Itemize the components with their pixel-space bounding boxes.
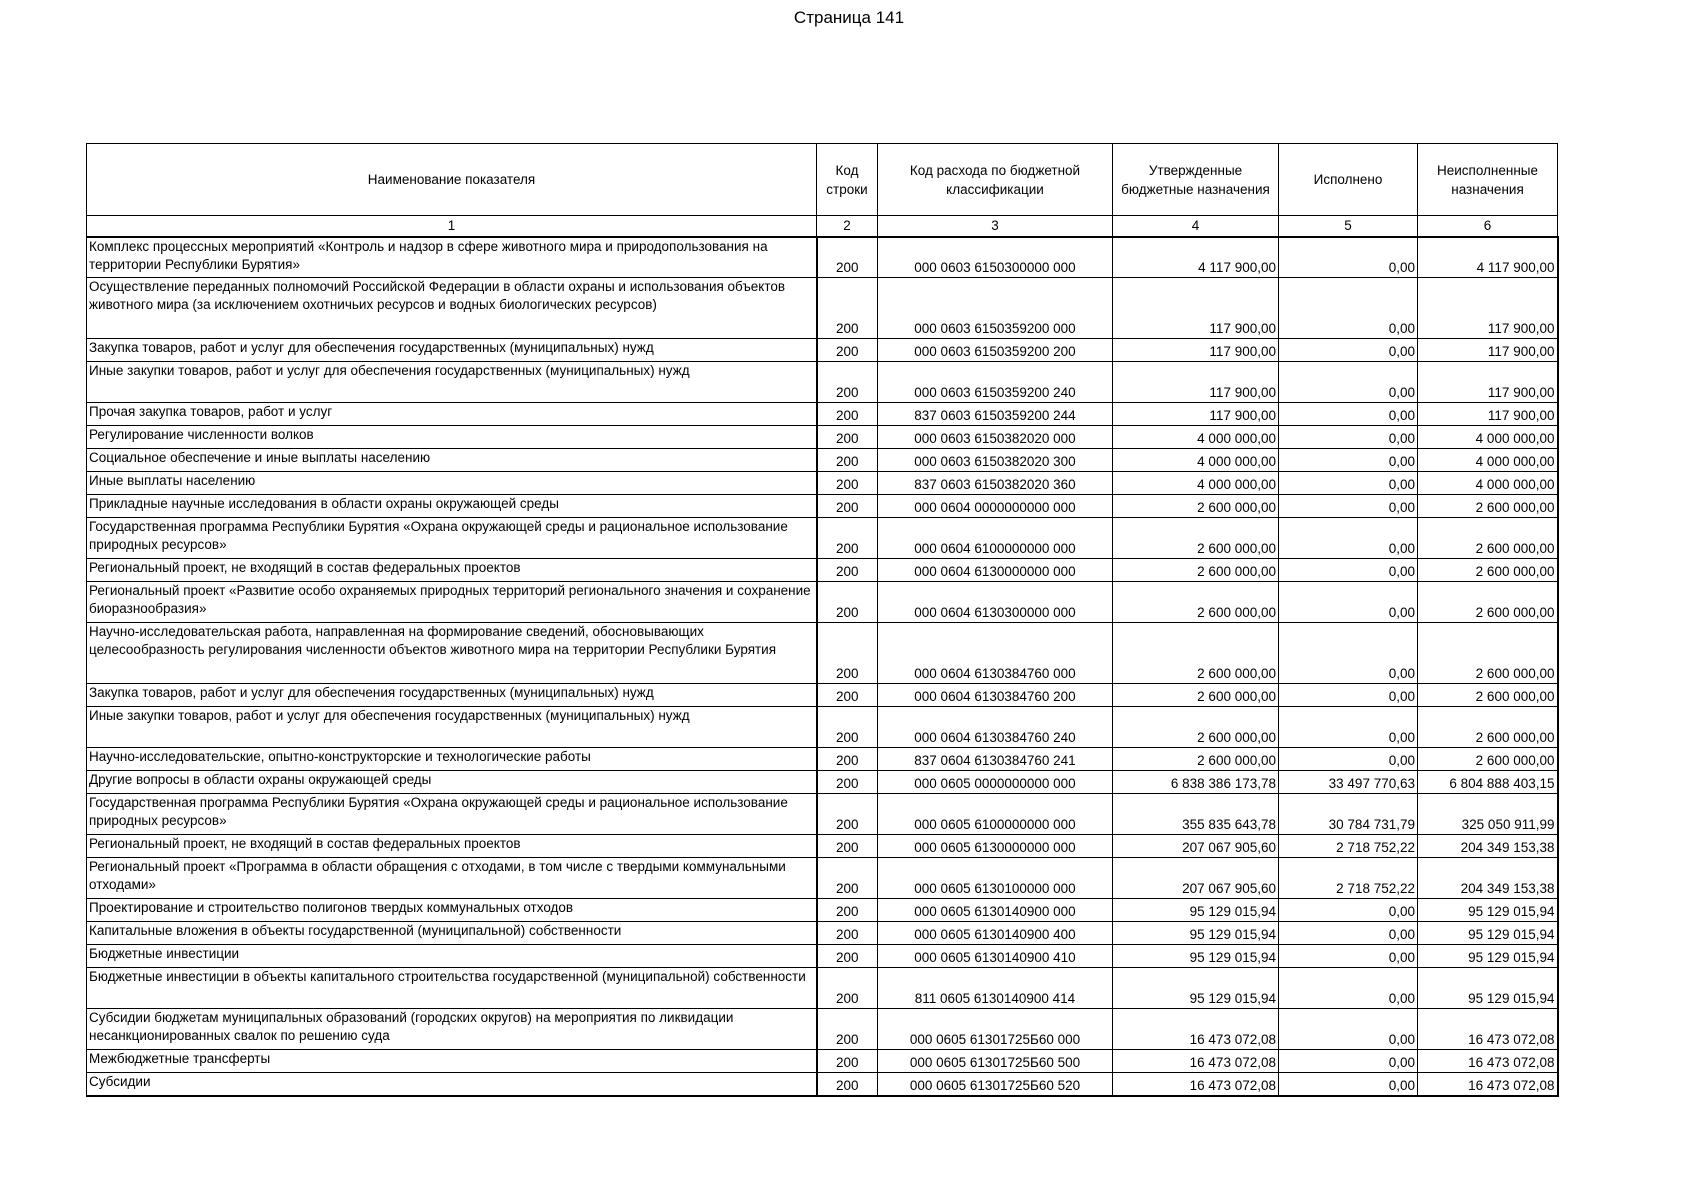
executed-amount-cell: 0,00 — [1279, 582, 1418, 623]
row-code-cell: 200 — [817, 1050, 878, 1073]
row-code-cell: 200 — [817, 858, 878, 899]
approved-amount-cell: 95 129 015,94 — [1113, 945, 1279, 968]
table-row — [87, 968, 1558, 1009]
column-number: 5 — [1279, 216, 1418, 237]
unexecuted-amount-cell: 2 600 000,00 — [1418, 623, 1558, 684]
executed-amount-cell: 0,00 — [1279, 449, 1418, 472]
unexecuted-amount-cell: 4 000 000,00 — [1418, 426, 1558, 449]
unexecuted-amount-cell: 204 349 153,38 — [1418, 835, 1558, 858]
expense-code-cell: 000 0603 6150359200 200 — [878, 339, 1113, 362]
expense-code-cell: 000 0605 0000000000 000 — [878, 771, 1113, 794]
unexecuted-amount-cell: 4 000 000,00 — [1418, 472, 1558, 495]
executed-amount-cell: 0,00 — [1279, 495, 1418, 518]
executed-amount-cell: 2 718 752,22 — [1279, 835, 1418, 858]
table-row — [87, 858, 1558, 899]
unexecuted-amount-cell: 2 600 000,00 — [1418, 582, 1558, 623]
indicator-name-cell: Социальное обеспечение и иные выплаты населению — [87, 449, 817, 472]
approved-amount-cell: 6 838 386 173,78 — [1113, 771, 1279, 794]
expense-code-cell: 000 0604 6130000000 000 — [878, 559, 1113, 582]
row-code-cell: 200 — [817, 403, 878, 426]
expense-code-cell: 000 0605 6130100000 000 — [878, 858, 1113, 899]
indicator-name-cell: Иные закупки товаров, работ и услуг для обеспечения государственных (муниципальных) нужд — [87, 707, 817, 748]
indicator-name-cell: Региональный проект, не входящий в состав федеральных проектов — [87, 559, 817, 582]
approved-amount-cell: 117 900,00 — [1113, 362, 1279, 403]
executed-amount-cell: 0,00 — [1279, 518, 1418, 559]
expense-code-cell: 811 0605 6130140900 414 — [878, 968, 1113, 1009]
table-row — [87, 403, 1558, 426]
row-code-cell: 200 — [817, 362, 878, 403]
approved-amount-cell: 117 900,00 — [1113, 278, 1279, 339]
table-row — [87, 771, 1558, 794]
row-code-cell: 200 — [817, 623, 878, 684]
unexecuted-amount-cell: 16 473 072,08 — [1418, 1073, 1558, 1096]
table-row — [87, 582, 1558, 623]
executed-amount-cell: 0,00 — [1279, 945, 1418, 968]
unexecuted-amount-cell: 4 117 900,00 — [1418, 237, 1558, 278]
indicator-name-cell: Комплекс процессных мероприятий «Контроль и надзор в сфере животного мира и природопользования на территории Республики Бурятия» — [87, 237, 817, 278]
unexecuted-amount-cell: 4 000 000,00 — [1418, 449, 1558, 472]
approved-amount-cell: 4 000 000,00 — [1113, 449, 1279, 472]
indicator-name-cell: Иные выплаты населению — [87, 472, 817, 495]
approved-amount-cell: 2 600 000,00 — [1113, 495, 1279, 518]
indicator-name-cell: Региональный проект, не входящий в состав федеральных проектов — [87, 835, 817, 858]
header-unexecuted: Неисполненные назначения — [1418, 144, 1558, 216]
approved-amount-cell: 207 067 905,60 — [1113, 835, 1279, 858]
row-code-cell: 200 — [817, 559, 878, 582]
indicator-name-cell: Региональный проект «Программа в области обращения с отходами, в том числе с твердыми коммунальными отходами» — [87, 858, 817, 899]
table-row — [87, 237, 1558, 278]
expense-code-cell: 000 0603 6150300000 000 — [878, 237, 1113, 278]
row-code-cell: 200 — [817, 748, 878, 771]
row-code-cell: 200 — [817, 495, 878, 518]
header-indicator-name: Наименование показателя — [87, 144, 817, 216]
executed-amount-cell: 0,00 — [1279, 748, 1418, 771]
executed-amount-cell: 0,00 — [1279, 1073, 1418, 1096]
unexecuted-amount-cell: 2 600 000,00 — [1418, 518, 1558, 559]
expense-code-cell: 000 0605 6130140900 400 — [878, 922, 1113, 945]
unexecuted-amount-cell: 2 600 000,00 — [1418, 559, 1558, 582]
table-row — [87, 362, 1558, 403]
expense-code-cell: 000 0605 61301725Б60 000 — [878, 1009, 1113, 1050]
expense-code-cell: 000 0605 61301725Б60 500 — [878, 1050, 1113, 1073]
row-code-cell: 200 — [817, 278, 878, 339]
executed-amount-cell: 0,00 — [1279, 237, 1418, 278]
header-row-code: Код строки — [817, 144, 878, 216]
approved-amount-cell: 16 473 072,08 — [1113, 1073, 1279, 1096]
table-row — [87, 623, 1558, 684]
indicator-name-cell: Субсидии бюджетам муниципальных образований (городских округов) на мероприятия по ликвидации несанкционированных свалок по решению суда — [87, 1009, 817, 1050]
unexecuted-amount-cell: 2 600 000,00 — [1418, 707, 1558, 748]
unexecuted-amount-cell: 2 600 000,00 — [1418, 684, 1558, 707]
table-row — [87, 449, 1558, 472]
row-code-cell: 200 — [817, 472, 878, 495]
table-row — [87, 945, 1558, 968]
indicator-name-cell: Научно-исследовательские, опытно-конструкторские и технологические работы — [87, 748, 817, 771]
approved-amount-cell: 95 129 015,94 — [1113, 922, 1279, 945]
row-code-cell: 200 — [817, 707, 878, 748]
approved-amount-cell: 16 473 072,08 — [1113, 1009, 1279, 1050]
table-row — [87, 1050, 1558, 1073]
unexecuted-amount-cell: 95 129 015,94 — [1418, 968, 1558, 1009]
approved-amount-cell: 207 067 905,60 — [1113, 858, 1279, 899]
row-code-cell: 200 — [817, 518, 878, 559]
column-number: 3 — [878, 216, 1113, 237]
indicator-name-cell: Проектирование и строительство полигонов твердых коммунальных отходов — [87, 899, 817, 922]
expense-code-cell: 000 0605 6100000000 000 — [878, 794, 1113, 835]
indicator-name-cell: Другие вопросы в области охраны окружающей среды — [87, 771, 817, 794]
expense-code-cell: 000 0604 6130384760 000 — [878, 623, 1113, 684]
table-row — [87, 1073, 1558, 1096]
expense-code-cell: 000 0605 6130140900 410 — [878, 945, 1113, 968]
table-row — [87, 1009, 1558, 1050]
executed-amount-cell: 0,00 — [1279, 899, 1418, 922]
unexecuted-amount-cell: 117 900,00 — [1418, 362, 1558, 403]
row-code-cell: 200 — [817, 922, 878, 945]
unexecuted-amount-cell: 325 050 911,99 — [1418, 794, 1558, 835]
row-code-cell: 200 — [817, 339, 878, 362]
expense-code-cell: 837 0603 6150359200 244 — [878, 403, 1113, 426]
approved-amount-cell: 117 900,00 — [1113, 339, 1279, 362]
executed-amount-cell: 0,00 — [1279, 623, 1418, 684]
unexecuted-amount-cell: 204 349 153,38 — [1418, 858, 1558, 899]
row-code-cell: 200 — [817, 449, 878, 472]
unexecuted-amount-cell: 16 473 072,08 — [1418, 1050, 1558, 1073]
approved-amount-cell: 4 000 000,00 — [1113, 472, 1279, 495]
row-code-cell: 200 — [817, 582, 878, 623]
executed-amount-cell: 0,00 — [1279, 684, 1418, 707]
indicator-name-cell: Межбюджетные трансферты — [87, 1050, 817, 1073]
executed-amount-cell: 33 497 770,63 — [1279, 771, 1418, 794]
executed-amount-cell: 0,00 — [1279, 339, 1418, 362]
executed-amount-cell: 0,00 — [1279, 968, 1418, 1009]
row-code-cell: 200 — [817, 1009, 878, 1050]
row-code-cell: 200 — [817, 426, 878, 449]
indicator-name-cell: Региональный проект «Развитие особо охраняемых природных территорий регионального значения и сохранение биоразнообразия» — [87, 582, 817, 623]
indicator-name-cell: Прикладные научные исследования в области охраны окружающей среды — [87, 495, 817, 518]
expense-code-cell: 000 0605 6130000000 000 — [878, 835, 1113, 858]
table-row — [87, 794, 1558, 835]
header-expense-code: Код расхода по бюджетной классификации — [878, 144, 1113, 216]
row-code-cell: 200 — [817, 684, 878, 707]
header-executed: Исполнено — [1279, 144, 1418, 216]
approved-amount-cell: 16 473 072,08 — [1113, 1050, 1279, 1073]
table-row — [87, 278, 1558, 339]
row-code-cell: 200 — [817, 794, 878, 835]
indicator-name-cell: Государственная программа Республики Бурятия «Охрана окружающей среды и рациональное использование природных ресурсов» — [87, 794, 817, 835]
approved-amount-cell: 4 000 000,00 — [1113, 426, 1279, 449]
row-code-cell: 200 — [817, 835, 878, 858]
table-row — [87, 707, 1558, 748]
column-number: 4 — [1113, 216, 1279, 237]
executed-amount-cell: 0,00 — [1279, 362, 1418, 403]
approved-amount-cell: 2 600 000,00 — [1113, 748, 1279, 771]
table-row — [87, 835, 1558, 858]
expense-code-cell: 000 0603 6150382020 000 — [878, 426, 1113, 449]
unexecuted-amount-cell: 95 129 015,94 — [1418, 922, 1558, 945]
expense-code-cell: 000 0603 6150359200 000 — [878, 278, 1113, 339]
expense-code-cell: 000 0604 6130300000 000 — [878, 582, 1113, 623]
expense-code-cell: 000 0604 6130384760 240 — [878, 707, 1113, 748]
table-row — [87, 518, 1558, 559]
indicator-name-cell: Закупка товаров, работ и услуг для обеспечения государственных (муниципальных) нужд — [87, 684, 817, 707]
indicator-name-cell: Иные закупки товаров, работ и услуг для обеспечения государственных (муниципальных) нужд — [87, 362, 817, 403]
executed-amount-cell: 0,00 — [1279, 922, 1418, 945]
column-number: 1 — [87, 216, 817, 237]
unexecuted-amount-cell: 117 900,00 — [1418, 339, 1558, 362]
table-row — [87, 899, 1558, 922]
approved-amount-cell: 355 835 643,78 — [1113, 794, 1279, 835]
page-title: Страница 141 — [793, 8, 905, 27]
executed-amount-cell: 0,00 — [1279, 403, 1418, 426]
expense-code-cell: 000 0605 6130140900 000 — [878, 899, 1113, 922]
unexecuted-amount-cell: 2 600 000,00 — [1418, 495, 1558, 518]
column-number-row — [87, 216, 1558, 237]
column-number: 2 — [817, 216, 878, 237]
approved-amount-cell: 4 117 900,00 — [1113, 237, 1279, 278]
executed-amount-cell: 30 784 731,79 — [1279, 794, 1418, 835]
expense-code-cell: 000 0604 6130384760 200 — [878, 684, 1113, 707]
row-code-cell: 200 — [817, 899, 878, 922]
budget-report-table — [86, 143, 1559, 1097]
table-row — [87, 684, 1558, 707]
indicator-name-cell: Регулирование численности волков — [87, 426, 817, 449]
executed-amount-cell: 0,00 — [1279, 707, 1418, 748]
approved-amount-cell: 2 600 000,00 — [1113, 707, 1279, 748]
unexecuted-amount-cell: 16 473 072,08 — [1418, 1009, 1558, 1050]
table-body — [87, 237, 1558, 1096]
unexecuted-amount-cell: 95 129 015,94 — [1418, 945, 1558, 968]
table-row — [87, 748, 1558, 771]
approved-amount-cell: 2 600 000,00 — [1113, 559, 1279, 582]
unexecuted-amount-cell: 95 129 015,94 — [1418, 899, 1558, 922]
unexecuted-amount-cell: 117 900,00 — [1418, 278, 1558, 339]
table-row — [87, 559, 1558, 582]
column-number: 6 — [1418, 216, 1558, 237]
indicator-name-cell: Капитальные вложения в объекты государственной (муниципальной) собственности — [87, 922, 817, 945]
table-row — [87, 426, 1558, 449]
table-row — [87, 922, 1558, 945]
executed-amount-cell: 0,00 — [1279, 278, 1418, 339]
unexecuted-amount-cell: 117 900,00 — [1418, 403, 1558, 426]
table-row — [87, 339, 1558, 362]
expense-code-cell: 000 0604 6100000000 000 — [878, 518, 1113, 559]
approved-amount-cell: 117 900,00 — [1113, 403, 1279, 426]
executed-amount-cell: 0,00 — [1279, 1009, 1418, 1050]
executed-amount-cell: 0,00 — [1279, 1050, 1418, 1073]
unexecuted-amount-cell: 6 804 888 403,15 — [1418, 771, 1558, 794]
indicator-name-cell: Бюджетные инвестиции в объекты капитального строительства государственной (муниципальной) собственности — [87, 968, 817, 1009]
executed-amount-cell: 2 718 752,22 — [1279, 858, 1418, 899]
approved-amount-cell: 2 600 000,00 — [1113, 518, 1279, 559]
header-approved: Утвержденные бюджетные назначения — [1113, 144, 1279, 216]
indicator-name-cell: Субсидии — [87, 1073, 817, 1096]
indicator-name-cell: Осуществление переданных полномочий Российской Федерации в области охраны и использования объектов животного мира (за исключением охотничьих ресурсов и водных биологических ресурсов) — [87, 278, 817, 339]
executed-amount-cell: 0,00 — [1279, 472, 1418, 495]
expense-code-cell: 000 0603 6150382020 300 — [878, 449, 1113, 472]
approved-amount-cell: 95 129 015,94 — [1113, 968, 1279, 1009]
indicator-name-cell: Прочая закупка товаров, работ и услуг — [87, 403, 817, 426]
indicator-name-cell: Бюджетные инвестиции — [87, 945, 817, 968]
table-row — [87, 472, 1558, 495]
indicator-name-cell: Закупка товаров, работ и услуг для обеспечения государственных (муниципальных) нужд — [87, 339, 817, 362]
table-header-row — [87, 144, 1558, 216]
expense-code-cell: 000 0605 61301725Б60 520 — [878, 1073, 1113, 1096]
expense-code-cell: 837 0603 6150382020 360 — [878, 472, 1113, 495]
row-code-cell: 200 — [817, 945, 878, 968]
executed-amount-cell: 0,00 — [1279, 426, 1418, 449]
approved-amount-cell: 95 129 015,94 — [1113, 899, 1279, 922]
approved-amount-cell: 2 600 000,00 — [1113, 582, 1279, 623]
expense-code-cell: 837 0604 6130384760 241 — [878, 748, 1113, 771]
approved-amount-cell: 2 600 000,00 — [1113, 684, 1279, 707]
indicator-name-cell: Государственная программа Республики Бурятия «Охрана окружающей среды и рациональное использование природных ресурсов» — [87, 518, 817, 559]
approved-amount-cell: 2 600 000,00 — [1113, 623, 1279, 684]
expense-code-cell: 000 0603 6150359200 240 — [878, 362, 1113, 403]
executed-amount-cell: 0,00 — [1279, 559, 1418, 582]
row-code-cell: 200 — [817, 968, 878, 1009]
table-row — [87, 495, 1558, 518]
indicator-name-cell: Научно-исследовательская работа, направленная на формирование сведений, обосновывающих целесообразность регулирования численности объектов животного мира на территории Республики Бурятия — [87, 623, 817, 684]
row-code-cell: 200 — [817, 1073, 878, 1096]
row-code-cell: 200 — [817, 771, 878, 794]
expense-code-cell: 000 0604 0000000000 000 — [878, 495, 1113, 518]
row-code-cell: 200 — [817, 237, 878, 278]
unexecuted-amount-cell: 2 600 000,00 — [1418, 748, 1558, 771]
